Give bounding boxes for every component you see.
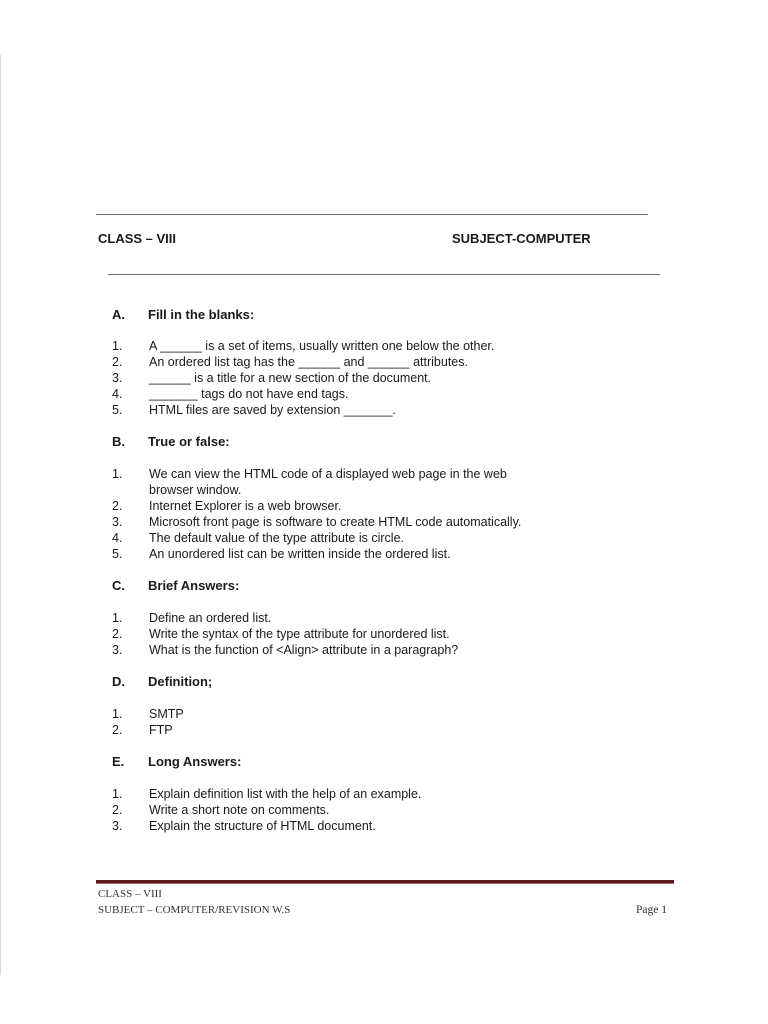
question-text: SMTP (149, 707, 184, 721)
section-b-title: True or false: (148, 434, 230, 449)
question-text: Internet Explorer is a web browser. (149, 499, 342, 513)
section-e-letter: E. (112, 754, 125, 769)
question-number: 2. (112, 803, 123, 817)
question-number: 1. (112, 339, 123, 353)
question-text: An ordered list tag has the ______ and ______ attributes. (149, 355, 468, 369)
question-number: 1. (112, 707, 123, 721)
question-number: 1. (112, 467, 123, 481)
question-text: browser window. (149, 483, 242, 497)
page-left-edge (0, 55, 1, 975)
question-text: The default value of the type attribute is circle. (149, 531, 404, 545)
question-text: Write the syntax of the type attribute for unordered list. (149, 627, 450, 641)
question-number: 3. (112, 371, 123, 385)
question-text: HTML files are saved by extension _______. (149, 403, 396, 417)
header-class-label: CLASS – VIII (98, 231, 177, 246)
section-d-letter: D. (112, 674, 125, 689)
question-number: 2. (112, 499, 123, 513)
question-number: 5. (112, 403, 123, 417)
question-number: 2. (112, 627, 123, 641)
footer-rule-shadow (96, 883, 674, 884)
question-text: Explain definition list with the help of an example. (149, 787, 422, 801)
question-text: Explain the structure of HTML document. (149, 819, 376, 833)
header-top-rule (96, 214, 648, 215)
question-text: A ______ is a set of items, usually written one below the other. (149, 339, 495, 353)
section-b-letter: B. (112, 434, 125, 449)
section-d-title: Definition; (148, 674, 213, 689)
question-text: Write a short note on comments. (149, 803, 330, 817)
section-c-title: Brief Answers: (148, 578, 240, 593)
header-bottom-rule (108, 274, 660, 275)
question-number: 2. (112, 355, 123, 369)
section-a-title: Fill in the blanks: (148, 307, 255, 322)
question-text: Microsoft front page is software to create HTML code automatically. (149, 515, 522, 529)
question-number: 5. (112, 547, 123, 561)
footer-page-number: Page 1 (636, 904, 667, 916)
section-e-title: Long Answers: (148, 754, 242, 769)
question-text: ______ is a title for a new section of the document. (149, 371, 432, 385)
section-a-letter: A. (112, 307, 125, 322)
header-subject-label: SUBJECT-COMPUTER (452, 231, 591, 246)
question-number: 4. (112, 387, 123, 401)
question-number: 4. (112, 531, 123, 545)
section-c-letter: C. (112, 578, 125, 593)
footer-class-label: CLASS – VIII (98, 888, 162, 900)
question-number: 3. (112, 819, 123, 833)
question-number: 1. (112, 611, 123, 625)
question-number: 3. (112, 643, 123, 657)
question-number: 3. (112, 515, 123, 529)
question-number: 1. (112, 787, 123, 801)
question-text: An unordered list can be written inside the ordered list. (149, 547, 451, 561)
question-text: We can view the HTML code of a displayed web page in the web (149, 467, 507, 481)
question-text: _______ tags do not have end tags. (149, 387, 349, 401)
question-text: What is the function of <Align> attribute in a paragraph? (149, 643, 459, 657)
question-text: FTP (149, 723, 173, 737)
question-text: Define an ordered list. (149, 611, 272, 625)
question-number: 2. (112, 723, 123, 737)
footer-subject-label: SUBJECT – COMPUTER/REVISION W.S (98, 904, 291, 916)
